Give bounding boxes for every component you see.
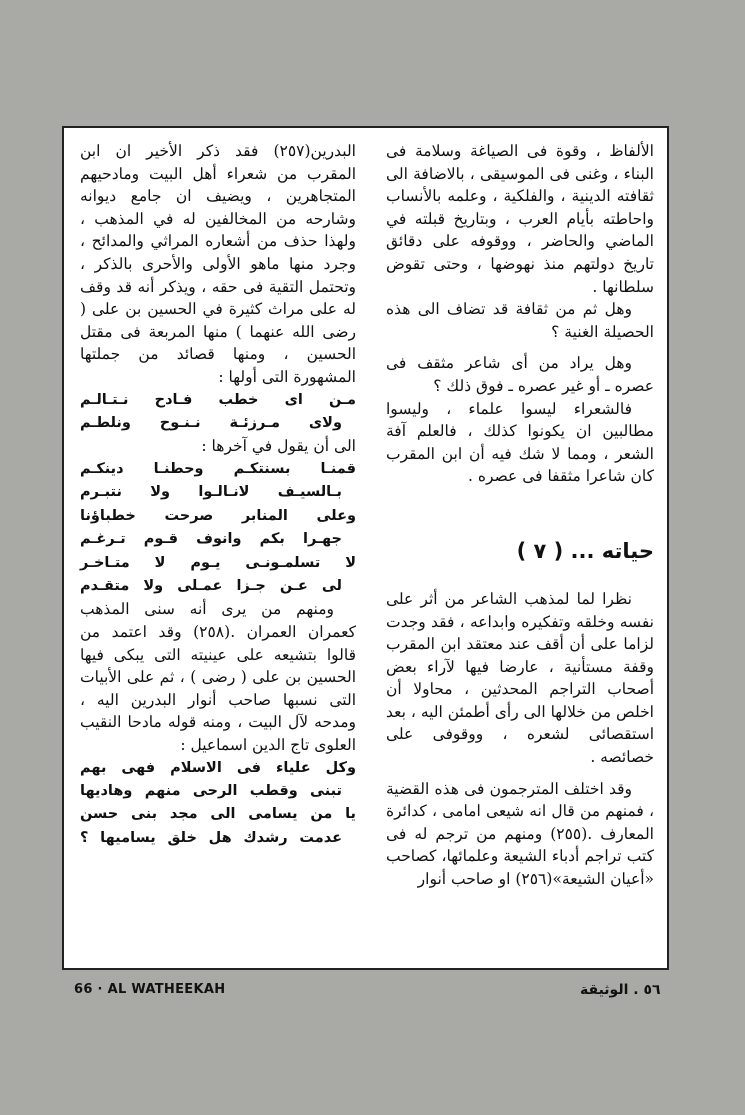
paragraph: وهل ثم من ثقافة قد تضاف الى هذه الحصيلة الغنية ؟ (386, 300, 654, 341)
footer-page-label-ar: ٥٦ . الوثيقة (580, 982, 661, 998)
paragraph: ومنهم من يرى أنه سنى المذهب كعمران العمران .(٢٥٨) وقد اعتمد من قالوا بتشيعه على عينيته التى يبكى فيها الحسين بن على ( رضى ) ، ثم على الأبيات التى نسبها صاحب أنوار البدرين اليه ، ومدحه لآل البيت ، ومنه قوله مادحا النقيب العلوى تاج الدين اسماعيل : (80, 600, 356, 754)
right-column (386, 140, 654, 891)
verse-line: لا تسلمـونـى يـوم لا متـاخـر (80, 554, 356, 571)
verse-line: قمنـا بسنتكـم وحطنـا دينكـم (80, 460, 356, 477)
verse-line: لى عـن جـزا عمـلى ولا متقـدم (80, 577, 342, 594)
left-column (80, 140, 356, 850)
paragraph: نظرا لما لمذهب الشاعر من أثر على نفسه وخلقه وتفكيره وابداعه ، فقد وجدت لزاما على أن أقف عند معتقد ابن المقرب وقفة مستأنية ، عارضا فيها لآراء بعض أصحاب التراجم المحدثين ، محاولا أن اخلص من خلالها الى رأى أطمئن اليه ، بعد استقصائى لشعره ، ووقوفى على خصائصه . (386, 589, 654, 767)
paragraph: فالشعراء ليسوا علماء ، وليسوا مطالبين ان يكونوا كذلك ، فالعلم آفة الشعر ، ومما لا شك فيه أن ابن المقرب كان شاعرا مثقفا فى عصره . (386, 399, 654, 486)
verse-line: يا من يسامى الى مجد بنى حسن (80, 806, 356, 823)
section-heading: حياته ... ( ٧ ) (516, 538, 654, 563)
verse-line: جهـرا بكم وانوف قـوم تـرغـم (80, 531, 342, 548)
verse-line: وكل علياء فى الاسلام فهى بهم (80, 759, 356, 776)
paragraph: وقد اختلف المترجمون فى هذه القضية ، فمنهم من قال انه شيعى امامى ، كدائرة المعارف .(٢٥٥) ومنهم من ترجم له فى كتب تراجم أدباء الشيعة وعلمائها، كصاحب «أعيان الشيعة»(٢٥٦) او صاحب أنوار (386, 779, 654, 889)
paragraph: البدرين(٢٥٧) فقد ذكر الأخير ان ابن المقرب من شعراء أهل البيت ومادحيهم المتجاهرين ، ويضيف ان جامع ديوانه وشارحه من المخالفين له في المذهب ، ولهذا حذف من أشعاره المراثي والمدائح ، وجرد منها ماهو الأولى والأحرى بالذكر ، وتحتمل التقية فى حقه ، ويذكر أنه قد وقف له على مراث كثيرة في الحسين بن على ( رضى الله عنهما ) منها المربعة فى مقتل الحسين ، ومنها قصائد من جملتها المشهورة التى أولها : (80, 142, 356, 386)
verse-line: مـن اى خطب فـادح نـتـالـم (80, 391, 356, 408)
paragraph: الى أن يقول في آخرها : (201, 437, 356, 456)
verse-line: عدمت رشدك هل خلق يساميها ؟ (80, 829, 342, 846)
footer-page-label-en: 66 · AL WATHEEKAH (74, 982, 226, 997)
magazine-page (62, 126, 669, 970)
verse-line: تبنى وقطب الرحى منهم وهاديها (80, 782, 342, 799)
paragraph: الألفاظ ، وقوة فى الصياغة وسلامة فى البناء ، وغنى فى الموسيقى ، بالاضافة الى ثقافته الدينية ، والفلكية ، وعلمه بالأنساب واحاطته بأيام العرب ، وبتاريخ قبلته في الماضي والحاضر ، ووقوفه على دقائق تاريخ دولتهم منذ نهوضها ، وحتى تقوض سلطانها . (386, 142, 654, 296)
verse-line: وعلى المنابر صرحت خطباؤنا (80, 507, 356, 524)
paragraph: وهل يراد من أى شاعر مثقف فى عصره ـ أو غير عصره ـ فوق ذلك ؟ (386, 354, 654, 395)
verse-line: بـالسيـف لانـالـوا ولا نتبـرم (80, 484, 342, 501)
verse-line: ولاى مـرزئـة نـنـوح ونلطـم (80, 414, 342, 431)
